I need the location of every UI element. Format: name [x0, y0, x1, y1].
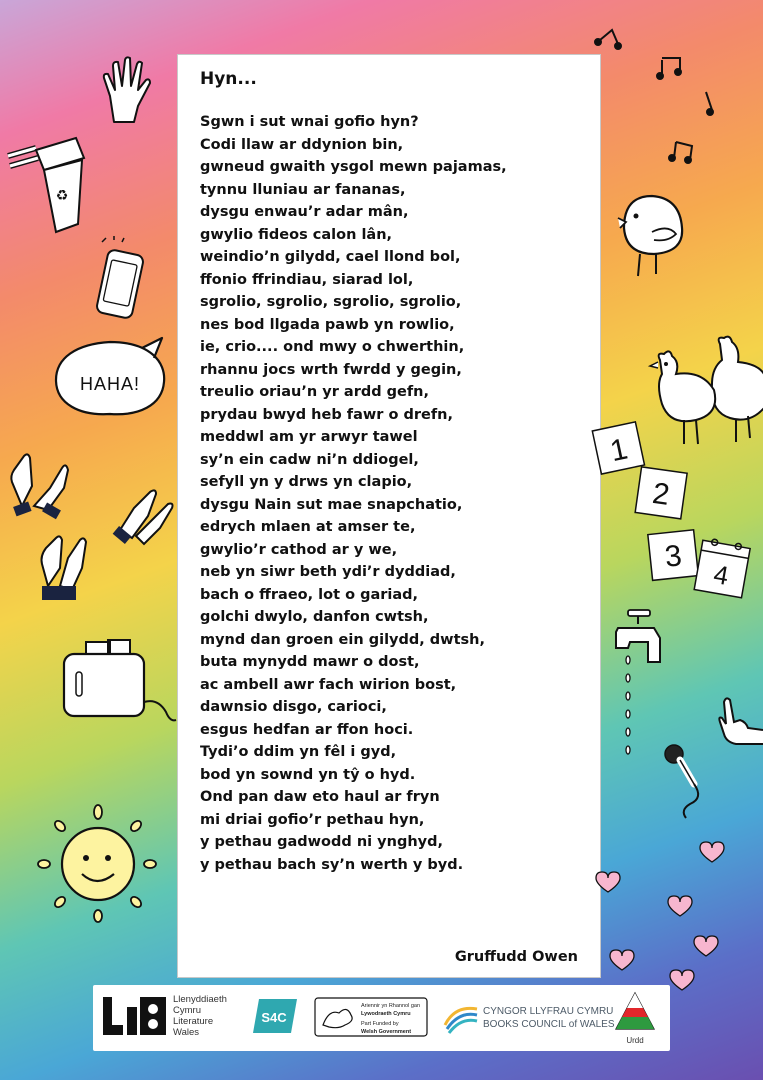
music-notes-icon: [588, 18, 738, 168]
welsh-government-text: Part Funded by: [361, 1021, 399, 1027]
poem-line: Sgwn i sut wnai gofio hyn?: [200, 114, 419, 130]
poem-line: buta mynydd mawr o dost,: [200, 654, 420, 670]
hearts-decoration: [590, 840, 730, 1000]
waving-hand-icon: [100, 56, 152, 126]
poem-author: Gruffudd Owen: [454, 949, 578, 965]
poem-line: y pethau bach sy’n werth y byd.: [200, 856, 464, 873]
poem-line: bach o ffraeo, lot o gariad,: [200, 586, 419, 603]
calendar-number: 4: [711, 558, 731, 591]
recycling-bin-icon: [6, 126, 88, 238]
calendar-number: 3: [663, 539, 684, 574]
poem-line: bod yn sownd yn tŷ o hyd.: [200, 766, 416, 783]
literature-wales-text: Llenyddiaeth: [173, 994, 227, 1005]
poem-line: ie, crio.... ond mwy o chwerthin,: [200, 339, 465, 355]
poem-line: mynd dan groen ein gilydd, dwtsh,: [200, 631, 485, 648]
poem-line: Tydi’o ddim yn fêl i gyd,: [200, 744, 397, 760]
poem-line: esgus hedfan ar ffon hoci.: [200, 721, 414, 738]
poem-line: ffonio ffrindiau, siarad lol,: [200, 271, 414, 288]
poem-line: rhannu jocs wrth fwrdd y gegin,: [200, 361, 462, 378]
svg-text:♻: ♻: [55, 188, 69, 204]
welsh-government-logo: [315, 998, 427, 1036]
poem-line: dysgu Nain sut mae snapchatio,: [200, 496, 463, 513]
literature-wales-text: Literature: [173, 1016, 214, 1027]
books-council-text: CYNGOR LLYFRAU CYMRU: [483, 1006, 614, 1017]
literature-wales-text: Wales: [173, 1027, 200, 1038]
toaster-icon: [58, 636, 178, 726]
urdd-text: Urdd: [626, 1036, 644, 1045]
s4c-logo: [253, 999, 297, 1033]
poem-line: dawnsio disgo, carioci,: [200, 699, 387, 715]
poem-line: dysgu enwau’r adar mân,: [200, 204, 409, 220]
dripping-tap-icon: [608, 604, 668, 768]
s4c-logo-text: S4C: [261, 1010, 287, 1025]
poem-line: sgrolio, sgrolio, sgrolio, sgrolio,: [200, 294, 462, 310]
poem-line: sy’n ein cadw ni’n ddiogel,: [200, 451, 419, 468]
clapping-hands-icon: [4, 448, 76, 518]
poem-line: prydau bwyd heb fawr o drefn,: [200, 406, 453, 423]
calendar-number: 1: [607, 432, 631, 469]
speech-bubble: [50, 336, 170, 426]
clapping-hands-icon: [110, 486, 176, 548]
clapping-hands-icon: [32, 528, 92, 606]
poem-line: nes bod llgada pawb yn rowlio,: [200, 316, 455, 333]
poem-line: weindio’n gilydd, cael llond bol,: [200, 249, 461, 265]
books-council-logo: [445, 1006, 615, 1033]
books-council-text: BOOKS COUNCIL of WALES: [483, 1019, 615, 1030]
bird-icon: [612, 188, 702, 284]
poem-line: meddwl am yr arwyr tawel: [200, 429, 418, 445]
poem-title: Hyn...: [200, 69, 257, 89]
smartphone-icon: [92, 238, 154, 328]
literature-wales-text: Cymru: [173, 1005, 201, 1016]
poem-line: mi driai gofio’r pethau hyn,: [200, 811, 425, 828]
calendar-number: 2: [650, 476, 672, 512]
calendar-pages: [590, 420, 760, 620]
poem-line: gwylio’r cathod ar y we,: [200, 541, 398, 558]
poem-line: treulio oriau’n yr ardd gefn,: [200, 384, 430, 400]
poem-line: edrych mlaen at amser te,: [200, 519, 416, 535]
microphone-icon: [660, 740, 710, 820]
literature-wales-logo: [103, 994, 227, 1038]
poem-line: Codi llaw ar ddynion bin,: [200, 136, 404, 153]
poem-card: [177, 54, 601, 978]
poem-line: golchi dwylo, danfon cwtsh,: [200, 609, 429, 625]
poem-line: sefyll yn y drws yn clapio,: [200, 474, 413, 490]
poem-line: gwneud gwaith ysgol mewn pajamas,: [200, 159, 507, 175]
welsh-government-text: Lywodraeth Cymru: [361, 1011, 411, 1017]
poem-line: tynnu lluniau ar fananas,: [200, 181, 406, 198]
poem-line: neb yn siwr beth ydi’r dyddiad,: [200, 564, 456, 580]
literature-wales-mark-icon: [103, 997, 166, 1035]
welsh-government-text: Ariennir yn Rhannol gan: [361, 1003, 421, 1009]
speech-bubble-text: HAHA!: [79, 374, 141, 394]
urdd-logo: [616, 993, 654, 1045]
smiling-sun-icon: [36, 800, 156, 920]
poem-line: gwylio fideos calon lân,: [200, 226, 393, 243]
poem-body: [200, 111, 507, 876]
sponsor-logo-bar: [93, 985, 670, 1051]
poem-line: ac ambell awr fach wirion bost,: [200, 676, 457, 693]
poem-line: y pethau gadwodd ni ynghyd,: [200, 834, 443, 850]
welsh-government-text: Welsh Government: [361, 1029, 412, 1035]
poem-line: Ond pan daw eto haul ar fryn: [200, 789, 440, 805]
